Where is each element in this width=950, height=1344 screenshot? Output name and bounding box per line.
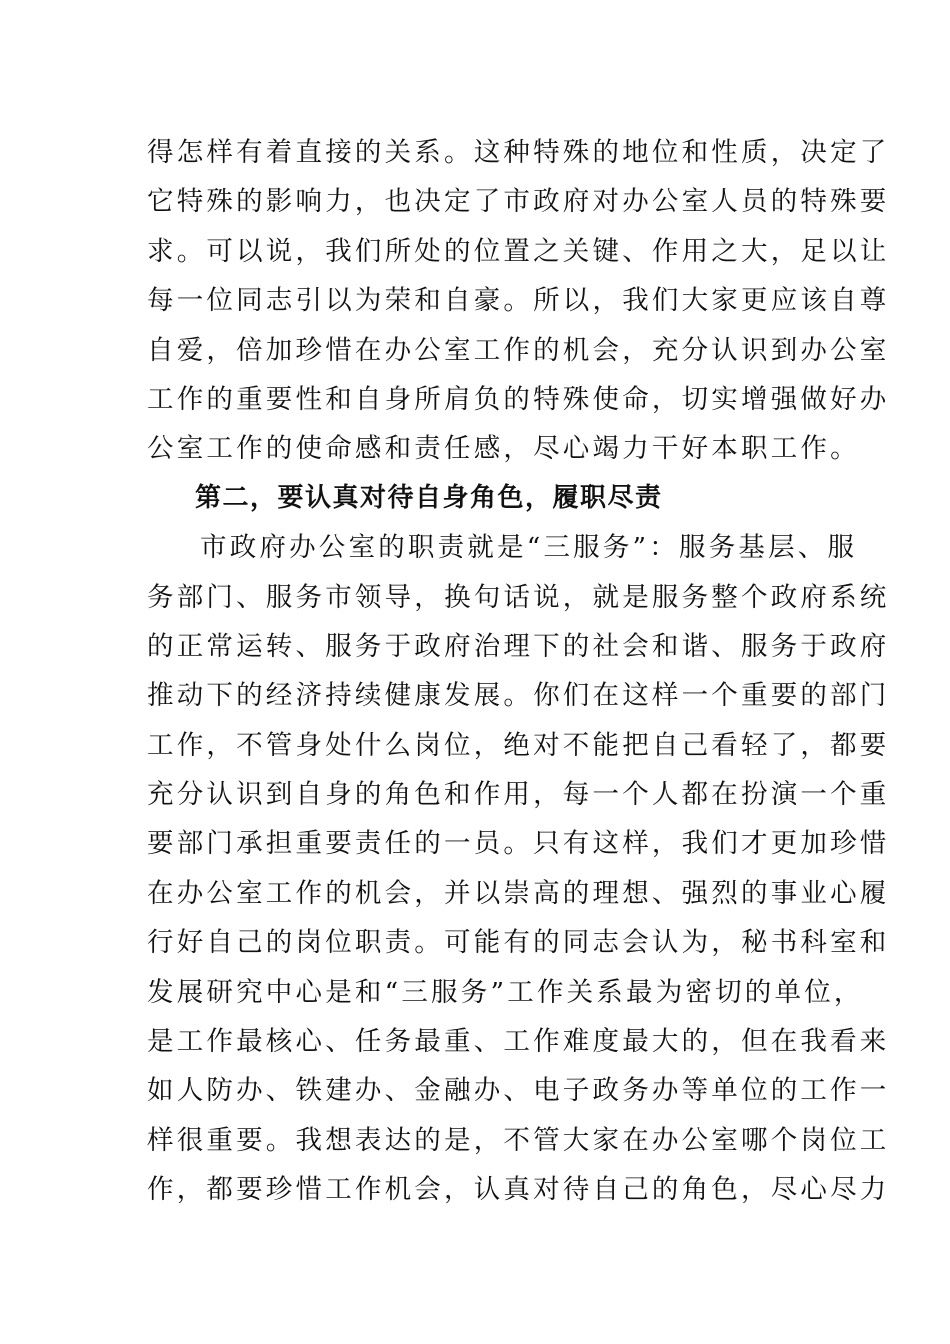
text-line: 样很重要。我想表达的是，不管大家在办公室哪个岗位工	[147, 1124, 890, 1156]
text-line: 市政府办公室的职责就是“三服务”：服务基层、服	[200, 532, 858, 564]
text-line: 在办公室工作的机会，并以崇高的理想、强烈的事业心履	[147, 877, 890, 909]
text-line: 公室工作的使命感和责任感，尽心竭力干好本职工作。	[147, 433, 860, 465]
text-line: 充分认识到自身的角色和作用，每一个人都在扮演一个重	[147, 779, 890, 811]
text-line: 它特殊的影响力，也决定了市政府对办公室人员的特殊要	[147, 186, 890, 218]
text-line: 是工作最核心、任务最重、工作难度最大的，但在我看来	[147, 1026, 890, 1058]
section-heading: 第二，要认真对待自身角色，履职尽责	[195, 482, 663, 513]
text-line: 作，都要珍惜工作机会，认真对待自己的角色，尽心尽力	[147, 1174, 890, 1206]
text-line: 要部门承担重要责任的一员。只有这样，我们才更加珍惜	[147, 828, 890, 860]
paragraph-2	[147, 523, 890, 1214]
text-line: 工作，不管身处什么岗位，绝对不能把自己看轻了，都要	[147, 729, 890, 761]
text-line: 每一位同志引以为荣和自豪。所以，我们大家更应该自尊	[147, 285, 890, 317]
text-line: 行好自己的岗位职责。可能有的同志会认为，秘书科室和	[147, 927, 890, 959]
text-line: 自爱，倍加珍惜在办公室工作的机会，充分认识到办公室	[147, 334, 890, 366]
text-line: 如人防办、铁建办、金融办、电子政务办等单位的工作一	[147, 1075, 890, 1107]
text-line: 发展研究中心是和“三服务”工作关系最为密切的单位，	[147, 976, 864, 1008]
text-line: 求。可以说，我们所处的位置之关键、作用之大，足以让	[147, 235, 890, 267]
text-line: 工作的重要性和自身所肩负的特殊使命，切实增强做好办	[147, 383, 890, 415]
document-body	[147, 128, 890, 1215]
text-line: 的正常运转、服务于政府治理下的社会和谐、服务于政府	[147, 630, 890, 662]
text-line: 推动下的经济持续健康发展。你们在这样一个重要的部门	[147, 680, 890, 712]
text-line: 务部门、服务市领导，换句话说，就是服务整个政府系统	[147, 581, 890, 613]
paragraph-1	[147, 128, 890, 474]
text-line: 得怎样有着直接的关系。这种特殊的地位和性质，决定了	[147, 137, 890, 168]
